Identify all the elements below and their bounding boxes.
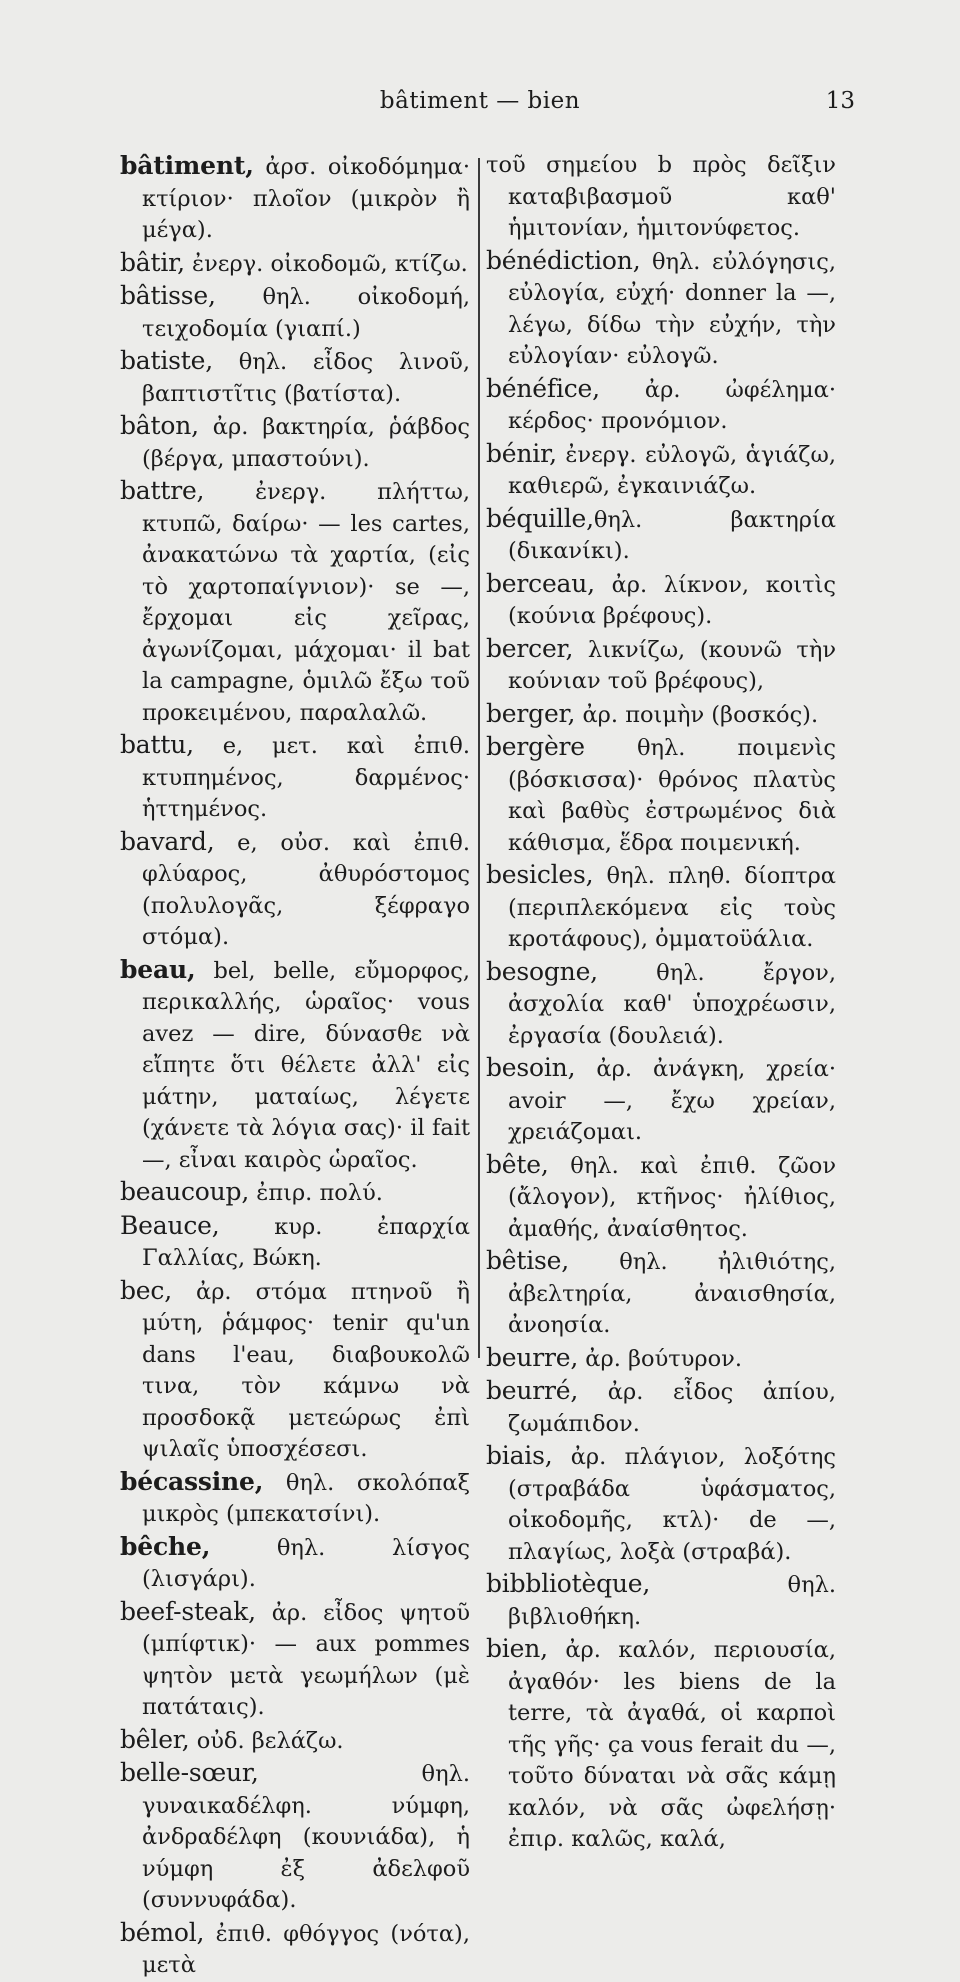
entry-definition: τοῦ σημείου b πρὸς δεῖξιν καταβιβασμοῦ καθ' ἡμιτονίαν, ἡμιτονύφετος.	[486, 152, 836, 241]
entry-headword: bercer,	[486, 633, 574, 663]
entry-headword: beau,	[120, 954, 196, 984]
dictionary-entry	[486, 633, 836, 698]
dictionary-entry	[120, 345, 470, 410]
dictionary-entry	[486, 150, 836, 245]
dictionary-entry	[486, 245, 836, 373]
entry-headword: bâtir,	[120, 247, 185, 277]
page-number: 13	[825, 88, 855, 114]
entry-headword: bénédiction,	[486, 245, 641, 275]
dictionary-entry	[486, 698, 836, 732]
entry-headword: bécassine,	[120, 1466, 264, 1496]
entry-headword: besogne,	[486, 956, 598, 986]
entry-headword: belle-sœur,	[120, 1758, 259, 1787]
dictionary-entry	[120, 1917, 470, 1982]
entry-definition: ἀρ. βακτηρία, ῥάβδος (βέργα, μπαστούνι).	[142, 414, 470, 472]
entry-definition: θηλ. βακτηρία (δικανίκι).	[508, 506, 836, 564]
dictionary-entry	[486, 1375, 836, 1440]
entry-definition: e, μετ. καὶ ἐπιθ. κτυπημένος, δαρμένος· ἡττημένος.	[142, 733, 470, 822]
dictionary-entry	[120, 1596, 470, 1724]
entry-headword: beef-steak,	[120, 1596, 256, 1626]
entry-headword: bénir,	[486, 438, 557, 468]
entry-definition: ἀρ. εἶδος ψητοῦ (μπίφτικ)· — aux pommes ψητὸν μετὰ γεωμήλων (μὲ πατάταις).	[142, 1599, 470, 1720]
entry-definition: ἐπιρ. πολύ.	[249, 1180, 383, 1206]
dictionary-entry	[486, 1245, 836, 1342]
entry-headword: bibbliotèque,	[486, 1569, 651, 1598]
entry-definition: θηλ. λίσγος (λισγάρι).	[142, 1534, 470, 1592]
entry-definition: e, οὐσ. καὶ ἐπιθ. φλύαρος, ἀθυρόστομος (πολυλογᾶς, ξέφραγο στόμα).	[142, 829, 470, 950]
entry-headword: besoin,	[486, 1053, 576, 1082]
entry-headword: bec,	[120, 1275, 172, 1305]
entry-definition: θηλ. οἰκοδομή, τειχοδομία (γιαπί.)	[142, 284, 470, 342]
dictionary-entry	[120, 150, 470, 247]
entry-headword: beurré,	[486, 1376, 579, 1405]
dictionary-entry	[120, 475, 470, 729]
dictionary-entry	[120, 1176, 470, 1210]
dictionary-entry	[486, 1568, 836, 1633]
dictionary-entry	[486, 503, 836, 568]
dictionary-entry	[486, 859, 836, 956]
dictionary-entry	[486, 956, 836, 1053]
entry-headword: bergère	[486, 732, 585, 761]
dictionary-entry	[486, 1342, 836, 1376]
dictionary-entry	[120, 826, 470, 954]
entry-definition: λικνίζω, (κουνῶ τὴν κούνιαν τοῦ βρέφους),	[508, 636, 836, 694]
entry-definition: θηλ. εἶδος λινοῦ, βαπτιστῖτις (βατίστα).	[142, 349, 470, 407]
entry-headword: bâtiment,	[120, 151, 254, 180]
entry-definition: ἀρ. εἶδος ἀπίου, ζωμάπιδον.	[508, 1379, 836, 1437]
entry-definition: ἐνεργ. οἰκοδομῶ, κτίζω.	[184, 250, 468, 277]
entry-headword: bêche,	[120, 1531, 211, 1561]
dictionary-entry	[120, 1210, 470, 1275]
entry-definition: bel, belle, εὔμορφος, περικαλλής, ὡραῖος· vous avez — dire, δύνασθε νὰ εἴπητε ὅτι θέλετε ἀλλ' εἰς μάτην, ματαίως, λέγετε (χάνετε τὰ λόγια σας)· il fait —, εἶναι καιρὸς ὡραῖος.	[142, 957, 470, 1173]
dictionary-entry	[486, 1633, 836, 1856]
entry-headword: bâton,	[120, 411, 199, 440]
entry-definition: θηλ. ἠλιθιότης, ἀβελτηρία, ἀναισθησία, ἀνοησία.	[508, 1249, 836, 1338]
dictionary-entry	[486, 373, 836, 438]
entry-headword: berceau,	[486, 568, 595, 598]
entry-headword: beurre,	[486, 1342, 579, 1372]
dictionary-entry	[120, 729, 470, 826]
entry-headword: bêler,	[120, 1724, 190, 1754]
left-column	[120, 150, 470, 1982]
entry-definition: ἀρ. ἀνάγκη, χρεία· avoir —, ἔχω χρείαν, χρειάζομαι.	[508, 1056, 836, 1145]
entry-definition: θηλ. ἔργον, ἀσχολία καθ' ὑποχρέωσιν, ἐργασία (δουλειά).	[508, 959, 836, 1049]
entry-definition: θηλ. πληθ. δίοπτρα (περιπλεκόμενα εἰς τοὺς κροτάφους), ὀμματοϋάλια.	[508, 863, 836, 952]
dictionary-entry	[486, 1052, 836, 1149]
entry-definition: ἀρ. καλόν, περιουσία, ἀγαθόν· les biens de la terre, τὰ ἀγαθά, οἱ καρποὶ τῆς γῆς· ça vous ferait du —, τοῦτο δύναται νὰ σᾶς κάμῃ καλόν, νὰ σᾶς ὠφελήσῃ· ἐπιρ. καλῶς, καλά,	[508, 1637, 836, 1852]
running-title: bâtiment — bien	[379, 88, 581, 114]
dictionary-entry	[120, 954, 470, 1177]
entry-headword: beaucoup,	[120, 1177, 250, 1206]
entry-definition: ἀρ. στόμα πτηνοῦ ἢ μύτη, ῥάμφος· tenir qu'un dans l'eau, διαβουκολῶ τινα, τὸν κάμνω νὰ προσδοκᾷ μετεώρως ἐπὶ ψιλαῖς ὑποσχέσεσι.	[142, 1278, 470, 1462]
entry-definition: ἀρ. ποιμὴν (βοσκός).	[575, 701, 819, 728]
right-column	[486, 150, 836, 1856]
entry-headword: bavard,	[120, 826, 215, 856]
entry-definition: θηλ. εὐλόγησις, εὐλογία, εὐχή· donner la —, λέγω, δίδω τὴν εὐχήν, τὴν εὐλογίαν· εὐλογῶ.	[508, 248, 836, 369]
dictionary-entry	[120, 410, 470, 475]
entry-headword: biais,	[486, 1441, 553, 1470]
dictionary-entry	[120, 1466, 470, 1531]
entry-headword: berger,	[486, 698, 576, 728]
entry-definition: ἀρσ. οἰκοδόμημα· κτίριον· πλοῖον (μικρὸν ἢ μέγα).	[142, 154, 470, 243]
entry-headword: bien,	[486, 1634, 548, 1663]
entry-headword: béquille,	[486, 503, 594, 533]
entry-headword: bêtise,	[486, 1246, 570, 1275]
column-divider	[478, 158, 480, 1358]
entry-headword: bémol,	[120, 1917, 205, 1947]
entry-headword: bâtisse,	[120, 281, 216, 310]
entry-definition: ἐνεργ. εὐλογῶ, ἁγιάζω, καθιερῶ, ἐγκαινιάζω.	[508, 441, 836, 499]
entry-headword: batiste,	[120, 346, 213, 375]
entry-definition: ἀρ. λίκνον, κοιτὶς (κούνια βρέφους).	[508, 571, 836, 629]
dictionary-entry	[486, 1440, 836, 1568]
entry-definition: θηλ. σκολόπαξ μικρὸς (μπεκατσίνι).	[142, 1469, 470, 1527]
entry-headword: besicles,	[486, 860, 594, 889]
dictionary-entry	[120, 1757, 470, 1917]
dictionary-entry	[120, 1724, 470, 1758]
dictionary-entry	[120, 1531, 470, 1596]
entry-headword: battu,	[120, 730, 194, 759]
entry-definition: ἀρ. πλάγιον, λοξότης (στραβάδα ὑφάσματος, οἰκοδομῆς, κτλ)· de —, πλαγίως, λοξὰ (στραβά).	[508, 1444, 836, 1565]
dictionary-entry	[486, 1149, 836, 1246]
entry-definition: θηλ. ποιμενὶς (βόσκισσα)· θρόνος πλατὺς καὶ βαθὺς ἐστρωμένος διὰ κάθισμα, ἕδρα ποιμενική.	[508, 735, 836, 856]
entry-definition: κυρ. ἐπαρχία Γαλλίας, Βώκη.	[142, 1213, 470, 1271]
entry-definition: ἐνεργ. πλήττω, κτυπῶ, δαίρω· — les cartes, ἀνακατώνω τὰ χαρτία, (εἰς τὸ χαρτοπαίγνιον)· se —, ἔρχομαι εἰς χεῖρας, ἀγωνίζομαι, μάχομαι· il bat la campagne, ὁμιλῶ ἔξω τοῦ προκειμένου, παραλαλῶ.	[142, 479, 470, 726]
page-header	[0, 88, 960, 128]
entry-definition: οὐδ. βελάζω.	[189, 1727, 344, 1754]
entry-definition: ἀρ. βούτυρον.	[578, 1345, 742, 1372]
entry-headword: battre,	[120, 476, 205, 505]
entry-definition: θηλ. βιβλιοθήκη.	[508, 1572, 836, 1630]
entry-definition: θηλ. καὶ ἐπιθ. ζῶον (ἄλογον), κτῆνος· ἠλίθιος, ἀμαθής, ἀναίσθητος.	[508, 1152, 836, 1242]
entry-definition: θηλ. γυναικαδέλφη. νύμφη, ἀνδραδέλφη (κουνιάδα), ἡ νύμφη ἐξ ἀδελφοῦ (συννυφάδα).	[142, 1761, 470, 1913]
dictionary-entry	[486, 438, 836, 503]
dictionary-entry	[486, 568, 836, 633]
entry-definition: ἀρ. ὠφέλημα· κέρδος· προνόμιον.	[508, 376, 836, 434]
dictionary-entry	[120, 280, 470, 345]
entry-headword: bénéfice,	[486, 373, 600, 403]
entry-definition: ἐπιθ. φθόγγος (νότα), μετὰ	[142, 1920, 470, 1978]
dictionary-entry	[120, 1275, 470, 1466]
dictionary-entry	[120, 247, 470, 281]
dictionary-entry	[486, 731, 836, 859]
entry-headword: Beauce,	[120, 1210, 220, 1240]
entry-headword: bête,	[486, 1149, 549, 1179]
